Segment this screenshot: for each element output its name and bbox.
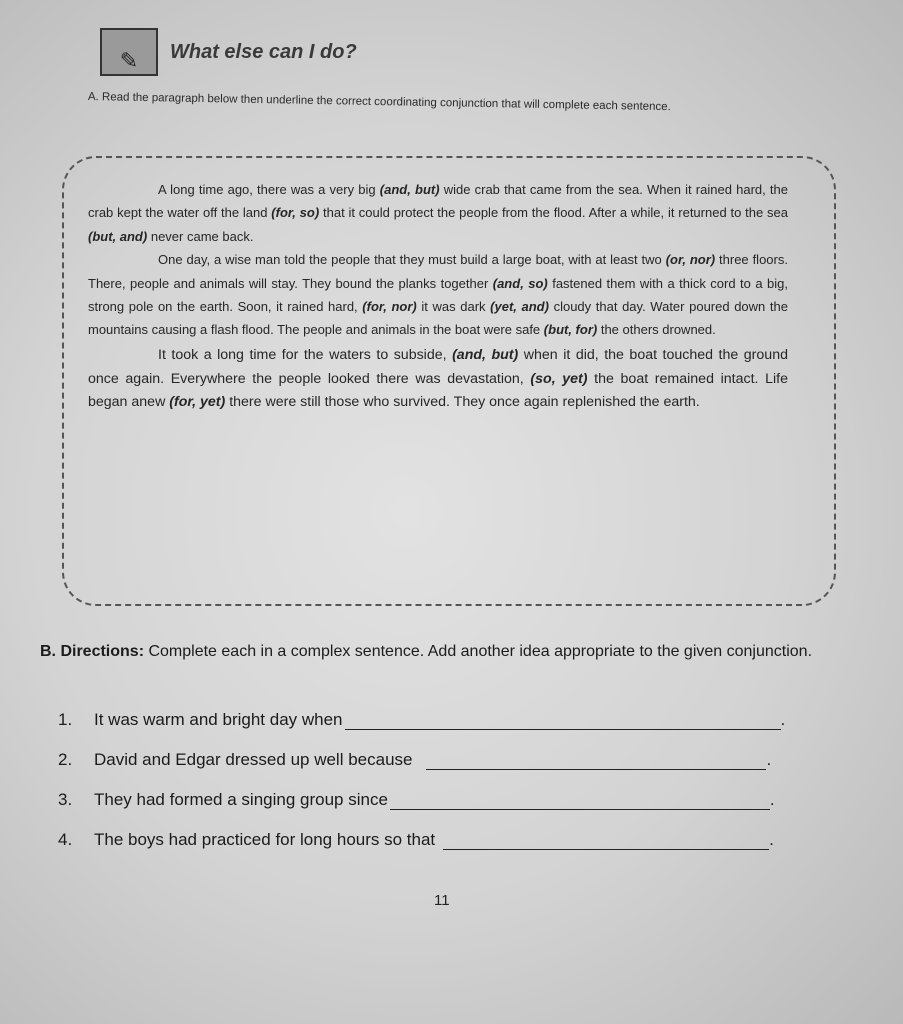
exercise-item-1: 1. It was warm and bright day when . — [58, 710, 786, 729]
exercise-item-3: 3. They had formed a singing group since . — [58, 790, 775, 809]
paragraph-1: A long time ago, there was a very big (and, but) wide crab that came from the sea. When it rained hard, the crab kept the water off the land (for, so) that it could protect the people from the flood. After a while, it returned to the sea (but, and) never came back. — [88, 182, 788, 244]
paragraph-3: It took a long time for the waters to subside, (and, but) when it did, the boat touched the ground once again. Everywhere the people looked there was devastation, (so, yet) the boat remained intact. Life began anew (for, yet) there were still those who survived. They once again replenished the earth. — [88, 346, 788, 411]
part-b-directions — [40, 640, 860, 664]
answer-blank[interactable] — [426, 751, 766, 770]
page-title: What else can I do? — [170, 40, 357, 63]
conjunction-choice: (or, nor) — [665, 252, 716, 268]
part-a-instruction: A. Read the paragraph below then underline the correct coordinating conjunction that will complete each sentence. — [87, 90, 671, 114]
conjunction-choice: (but, and) — [88, 228, 148, 244]
answer-blank[interactable] — [345, 711, 781, 730]
conjunction-choice: (so, yet) — [530, 370, 588, 387]
page-number: 11 — [434, 892, 450, 909]
directions-label: B. Directions: — [40, 643, 145, 660]
conjunction-choice: (and, so) — [492, 275, 548, 291]
conjunction-choice: (and, but) — [379, 182, 440, 197]
conjunction-choice: (but, for) — [543, 322, 598, 338]
answer-blank[interactable] — [390, 791, 770, 810]
section-header — [100, 28, 357, 76]
conjunction-choice: (yet, and) — [490, 299, 549, 315]
conjunction-choice: (for, yet) — [169, 394, 226, 411]
exercise-item-2: 2. David and Edgar dressed up well because . — [58, 750, 772, 769]
conjunction-choice: (for, nor) — [362, 299, 417, 315]
exercise-item-4: 4. The boys had practiced for long hours so that . — [58, 830, 774, 849]
paragraph-text — [88, 178, 788, 415]
conjunction-choice: (and, but) — [452, 346, 519, 363]
conjunction-choice: (for, so) — [271, 205, 320, 221]
paragraph-2: One day, a wise man told the people that they must build a large boat, with at least two (or, nor) three floors. There, people and animals will stay. They bound the planks together (and, so) fastened them with a thick cord to a big, strong pole on the earth. Soon, it rained hard, (for, nor) it was dark (yet, and) cloudy that day. Water poured down the mountains causing a flash flood. The people and animals in the boat were safe (but, for) the others drowned. — [88, 252, 788, 338]
answer-blank[interactable] — [443, 831, 769, 850]
directions-text: Complete each in a complex sentence. Add another idea appropriate to the given conjunction. — [148, 643, 813, 660]
pencil-icon: ✎ — [100, 28, 158, 76]
